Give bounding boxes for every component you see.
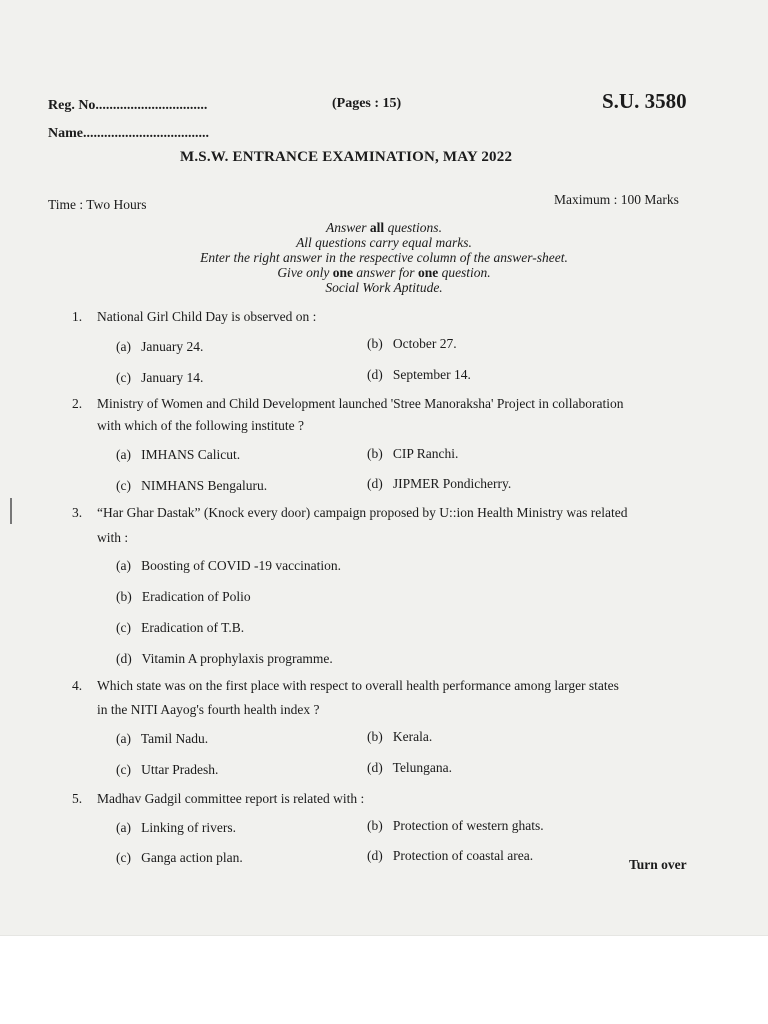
q2-option-a: (a) IMHANS Calicut.: [116, 447, 241, 462]
q4-option-c: (c) Uttar Pradesh.: [116, 762, 219, 777]
q3-option-c: (c) Eradication of T.B.: [116, 620, 245, 635]
q5-option-d: (d) Protection of coastal area.: [367, 848, 534, 863]
page-count: (Pages : 15): [332, 96, 402, 111]
q5-option-a: (a) Linking of rivers.: [116, 820, 236, 835]
turn-over-note: Turn over: [629, 857, 687, 872]
instruction-line-5: Social Work Aptitude.: [325, 280, 443, 295]
question-3-continued: with :: [97, 530, 129, 545]
question-text: “Har Ghar Dastak” (Knock every door) campaign proposed by U::ion Health Ministry was related: [97, 505, 628, 520]
reg-no-field: Reg. No................................: [48, 98, 208, 113]
question-4: [72, 678, 619, 694]
q2-option-c: (c) NIMHANS Bengaluru.: [116, 478, 268, 493]
q4-option-b: (b) Kerala.: [367, 729, 433, 744]
question-2-continued: with which of the following institute ?: [97, 418, 304, 433]
question-4-continued: in the NITI Aayog's fourth health index ?: [97, 702, 320, 717]
q1-option-b: (b) October 27.: [367, 336, 457, 351]
name-field: Name....................................: [48, 126, 209, 141]
question-number: 3.: [72, 505, 83, 520]
q3-option-a: (a) Boosting of COVID -19 vaccination.: [116, 558, 341, 573]
q2-option-d: (d) JIPMER Pondicherry.: [367, 476, 512, 491]
instruction-line-1: Answer all questions.: [326, 220, 442, 235]
question-2: [72, 396, 624, 412]
time-allowed: Time : Two Hours: [48, 197, 147, 212]
question-number: 2.: [72, 396, 83, 411]
q1-option-c: (c) January 14.: [116, 370, 204, 385]
question-number: 5.: [72, 791, 83, 806]
instruction-line-2: All questions carry equal marks.: [296, 235, 472, 250]
q3-option-d: (d) Vitamin A prophylaxis programme.: [116, 651, 333, 666]
exam-title: M.S.W. ENTRANCE EXAMINATION, MAY 2022: [180, 149, 513, 165]
question-text: Which state was on the first place with respect to overall health performance among larger states: [97, 678, 619, 693]
q1-option-d: (d) September 14.: [367, 367, 471, 382]
question-text: National Girl Child Day is observed on :: [97, 309, 317, 324]
q1-option-a: (a) January 24.: [116, 339, 204, 354]
paper-code: S.U. 3580: [602, 89, 687, 113]
q4-option-a: (a) Tamil Nadu.: [116, 731, 209, 746]
instruction-line-3: Enter the right answer in the respective column of the answer-sheet.: [200, 250, 568, 265]
question-1: [72, 309, 316, 325]
q3-option-b: (b) Eradication of Polio: [116, 589, 251, 604]
q2-option-b: (b) CIP Ranchi.: [367, 446, 459, 461]
question-number: 1.: [72, 309, 83, 324]
question-3: [72, 505, 627, 521]
question-number: 4.: [72, 678, 83, 693]
maximum-marks: Maximum : 100 Marks: [554, 192, 679, 207]
question-text: Madhav Gadgil committee report is related with :: [97, 791, 365, 806]
question-5: [72, 791, 364, 807]
q5-option-c: (c) Ganga action plan.: [116, 850, 243, 865]
instruction-line-4: Give only one answer for one question.: [277, 265, 491, 280]
q4-option-d: (d) Telungana.: [367, 760, 453, 775]
paper-edge-mark: [10, 498, 12, 524]
question-text: Ministry of Women and Child Development launched 'Stree Manoraksha' Project in collaboration: [97, 396, 624, 411]
q5-option-b: (b) Protection of western ghats.: [367, 818, 544, 833]
